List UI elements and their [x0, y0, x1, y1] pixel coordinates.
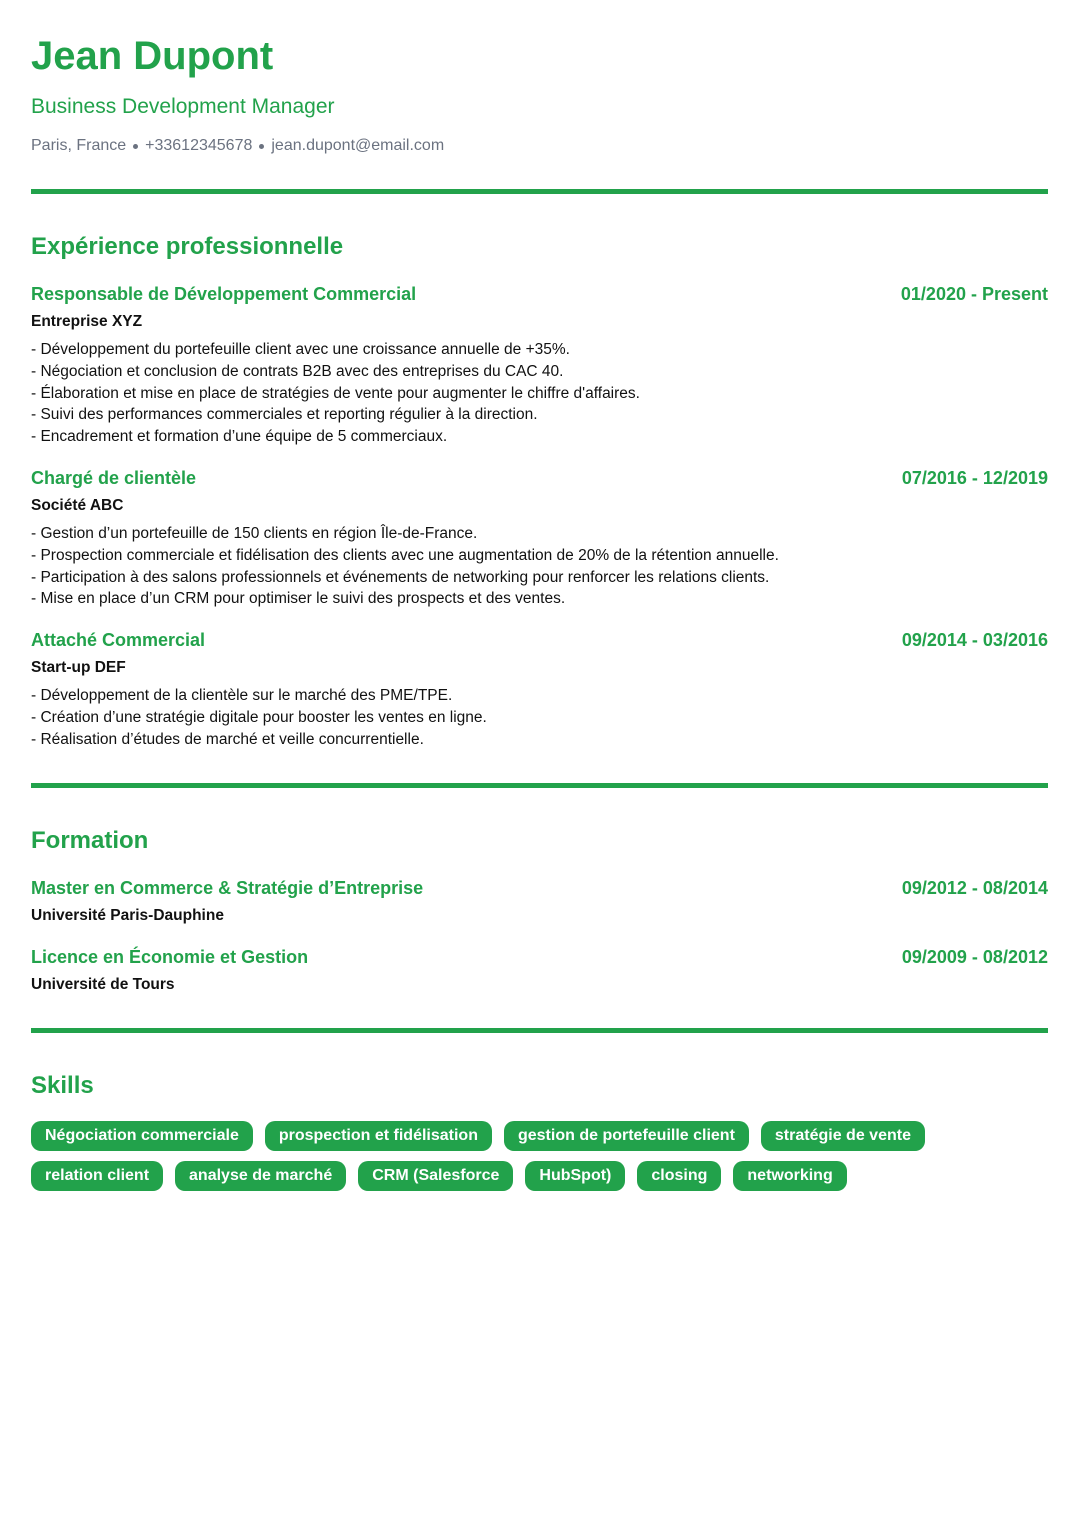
skill-chip: CRM (Salesforce	[358, 1161, 513, 1191]
education-heading: Formation	[31, 826, 149, 854]
entry-company: Société ABC	[31, 496, 124, 514]
skill-chip: networking	[733, 1161, 846, 1191]
skills-list	[31, 1121, 971, 1191]
bullet-item: - Gestion d’un portefeuille de 150 clients en région Île-de-France.	[31, 524, 478, 542]
entry-role: Chargé de clientèle	[31, 467, 197, 488]
entry-degree: Master en Commerce & Stratégie d’Entreprise	[31, 877, 424, 898]
bullet-item: - Suivi des performances commerciales et reporting régulier à la direction.	[31, 406, 538, 424]
section-divider	[31, 783, 1048, 788]
bullet-item: - Prospection commerciale et fidélisation des clients avec une augmentation de 20% de la rétention annuelle.	[31, 546, 779, 564]
skill-chip: gestion de portefeuille client	[504, 1121, 749, 1151]
entry-dates: 01/2020 - Present	[900, 284, 1048, 304]
bullet-item: - Création d’une stratégie digitale pour booster les ventes en ligne.	[31, 708, 487, 726]
bullet-item: - Encadrement et formation d’une équipe de 5 commerciaux.	[31, 428, 448, 446]
contact-phone: +33612345678	[145, 137, 253, 154]
skill-chip: analyse de marché	[175, 1161, 346, 1191]
entry-header	[31, 876, 1048, 900]
experience-entry	[31, 466, 1048, 610]
contact-line	[31, 135, 1048, 157]
entry-company: Entreprise XYZ	[31, 313, 143, 330]
entry-school: Université Paris-Dauphine	[31, 906, 224, 924]
entry-header	[31, 945, 1048, 969]
candidate-title: Business Development Manager	[31, 95, 335, 118]
skill-chip: stratégie de vente	[761, 1121, 925, 1151]
entry-bullets	[31, 339, 1048, 448]
bullet-item: - Mise en place d’un CRM pour optimiser le suivi des prospects et des ventes.	[31, 590, 566, 608]
entry-role: Responsable de Développement Commercial	[31, 284, 417, 304]
entry-dates: 07/2016 - 12/2019	[901, 467, 1048, 488]
candidate-name: Jean Dupont	[31, 34, 274, 78]
skill-chip: Négociation commerciale	[31, 1121, 253, 1151]
contact-email: jean.dupont@email.com	[271, 137, 445, 154]
experience-heading: Expérience professionnelle	[31, 233, 344, 260]
separator-dot-icon	[259, 144, 264, 149]
separator-dot-icon	[133, 144, 138, 149]
entry-bullets	[31, 685, 1048, 750]
entry-header	[31, 628, 1048, 652]
experience-entry	[31, 628, 1048, 750]
skill-chip: relation client	[31, 1161, 163, 1191]
education-section	[31, 826, 1048, 995]
resume-header	[31, 0, 1048, 157]
bullet-item: - Développement de la clientèle sur le marché des PME/TPE.	[31, 687, 453, 705]
skills-heading: Skills	[31, 1071, 94, 1099]
education-entry	[31, 876, 1048, 926]
entry-dates: 09/2012 - 08/2014	[901, 877, 1048, 898]
experience-section	[31, 232, 1048, 751]
entry-header	[31, 282, 1048, 306]
entry-bullets	[31, 523, 1048, 610]
skills-section	[31, 1071, 1048, 1191]
entry-company: Start-up DEF	[31, 659, 126, 677]
skill-chip: closing	[637, 1161, 721, 1191]
bullet-item: - Négociation et conclusion de contrats B2B avec des entreprises du CAC 40.	[31, 362, 564, 380]
entry-role: Attaché Commercial	[31, 630, 206, 651]
skill-chip: prospection et fidélisation	[265, 1121, 492, 1151]
bullet-item: - Développement du portefeuille client avec une croissance annuelle de +35%.	[31, 341, 570, 358]
entry-school: Université de Tours	[31, 975, 175, 993]
section-divider	[31, 1028, 1048, 1033]
bullet-item: - Participation à des salons professionnels et événements de networking pour renforcer les relations clients.	[31, 568, 770, 586]
entry-dates: 09/2009 - 08/2012	[901, 946, 1048, 967]
entry-dates: 09/2014 - 03/2016	[901, 630, 1048, 651]
section-divider	[31, 189, 1048, 194]
entry-header	[31, 466, 1048, 490]
entry-degree: Licence en Économie et Gestion	[31, 946, 309, 967]
contact-location: Paris, France	[31, 137, 127, 154]
skill-chip: HubSpot)	[525, 1161, 625, 1191]
education-entry	[31, 945, 1048, 995]
bullet-item: - Élaboration et mise en place de stratégies de vente pour augmenter le chiffre d'affaires.	[31, 384, 640, 402]
bullet-item: - Réalisation d’études de marché et veille concurrentielle.	[31, 730, 424, 748]
experience-entry	[31, 282, 1048, 448]
